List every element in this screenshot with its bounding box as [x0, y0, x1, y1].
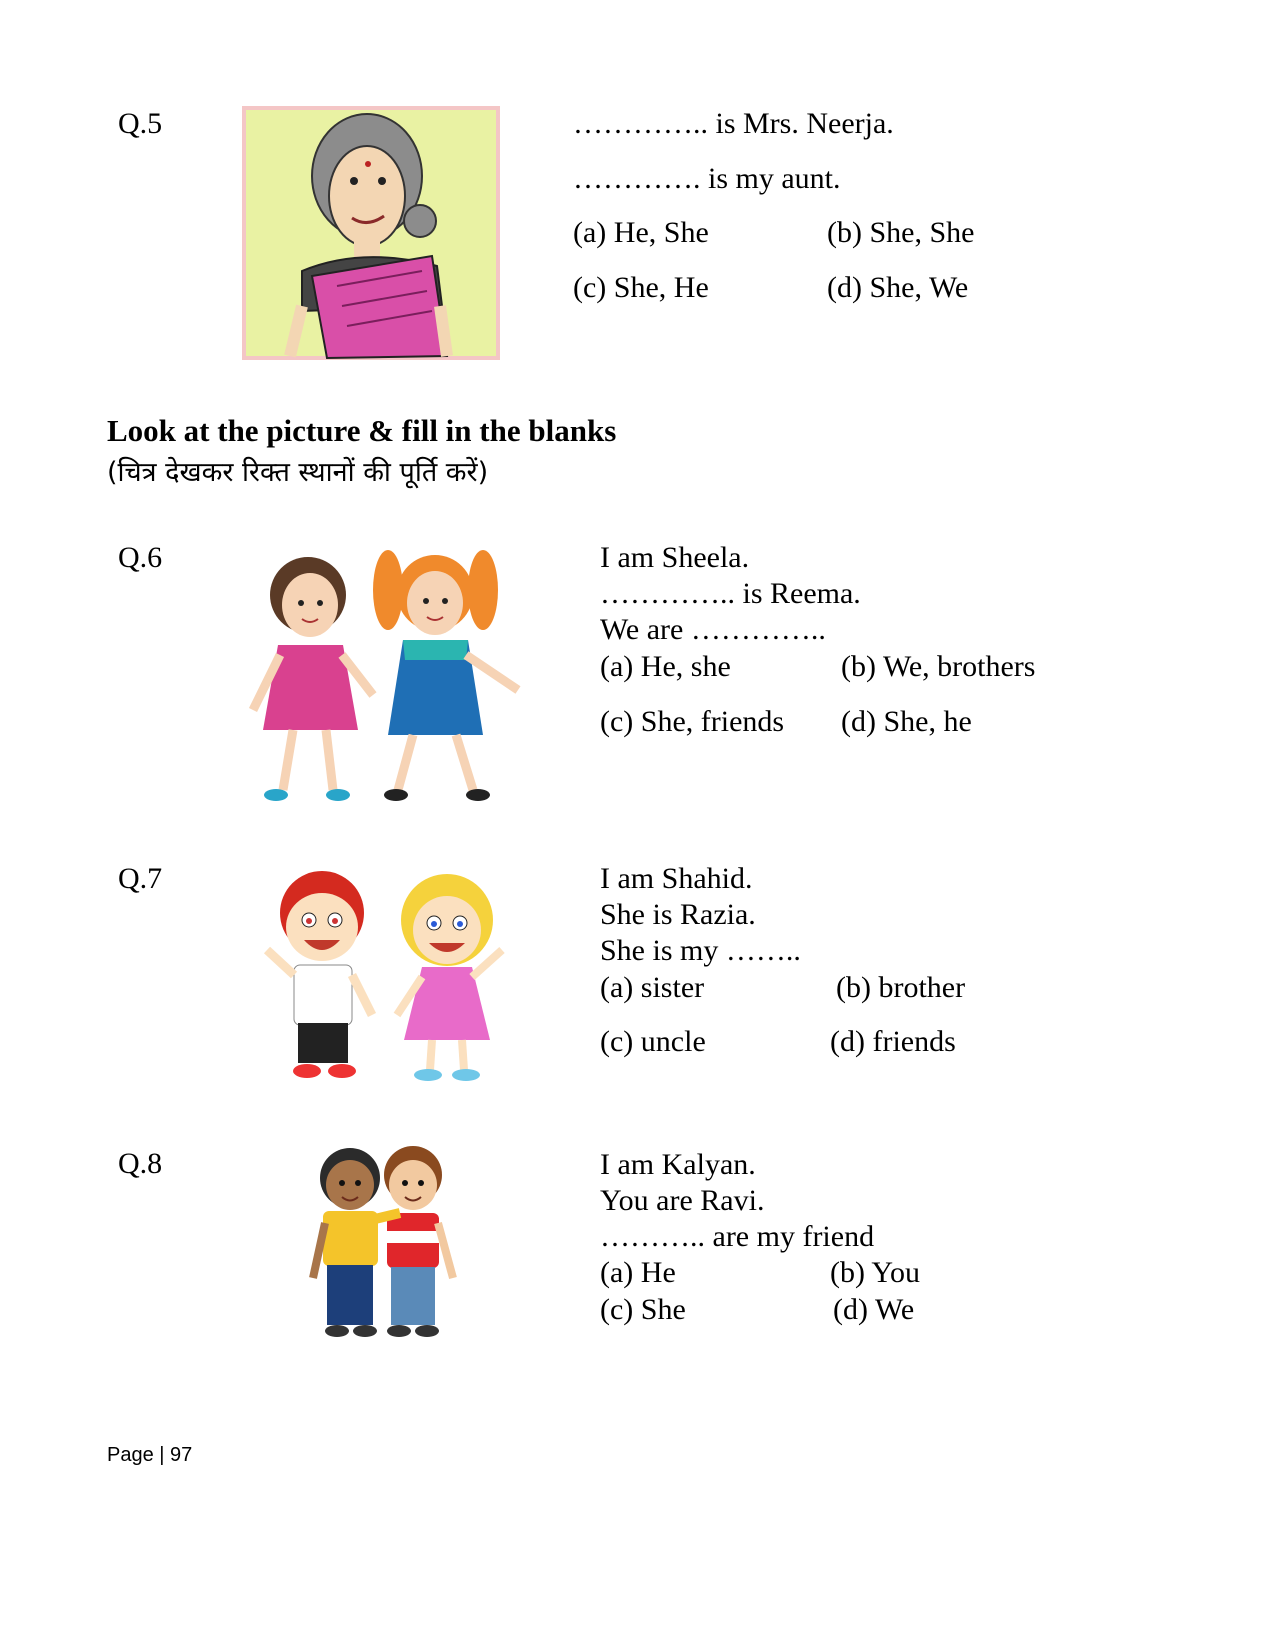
illustration-boy-and-girl-waving [252, 865, 517, 1087]
section-heading: Look at the picture & fill in the blanks [107, 413, 617, 448]
q5-line-1: ………….. is Mrs. Neerja. [573, 107, 894, 140]
q5-option-b: (b) She, She [827, 216, 975, 249]
q8-line-3: ……….. are my friend [600, 1220, 875, 1253]
q8-option-c: (c) She [600, 1293, 686, 1326]
section-heading-hindi: (चित्र देखकर रिक्त स्थानों की पूर्ति करें) [107, 457, 489, 488]
q6-line-1: I am Sheela. [600, 541, 750, 574]
q8-option-b: (b) You [830, 1256, 921, 1289]
q7-option-c: (c) uncle [600, 1025, 706, 1058]
q6-option-b: (b) We, brothers [841, 650, 1036, 683]
q8-line-1: I am Kalyan. [600, 1148, 756, 1181]
page-number: Page | 97 [107, 1444, 193, 1466]
question-number-5: Q.5 [118, 107, 163, 140]
question-number-6: Q.6 [118, 541, 163, 574]
question-number-8: Q.8 [118, 1147, 163, 1180]
q5-option-c: (c) She, He [573, 271, 709, 304]
q7-option-d: (d) friends [830, 1025, 956, 1058]
illustration-two-boy-friends [305, 1143, 460, 1341]
illustration-mrs-neerja [242, 106, 500, 360]
q6-line-2: ………….. is Reema. [600, 577, 861, 610]
q7-line-3: She is my …….. [600, 934, 801, 967]
q6-option-a: (a) He, she [600, 650, 731, 683]
q7-option-b: (b) brother [836, 971, 966, 1004]
q6-option-d: (d) She, he [841, 705, 972, 738]
q6-line-3: We are ………….. [600, 613, 826, 646]
q6-option-c: (c) She, friends [600, 705, 785, 738]
q5-option-a: (a) He, She [573, 216, 709, 249]
q8-line-2: You are Ravi. [600, 1184, 765, 1217]
q5-line-2: …………. is my aunt. [573, 162, 841, 195]
question-number-7: Q.7 [118, 862, 163, 895]
q8-option-d: (d) We [833, 1293, 915, 1326]
q7-option-a: (a) sister [600, 971, 705, 1004]
q5-option-d: (d) She, We [827, 271, 969, 304]
q8-option-a: (a) He [600, 1256, 676, 1289]
q7-line-1: I am Shahid. [600, 862, 753, 895]
illustration-two-girls [238, 545, 528, 807]
q7-line-2: She is Razia. [600, 898, 756, 931]
